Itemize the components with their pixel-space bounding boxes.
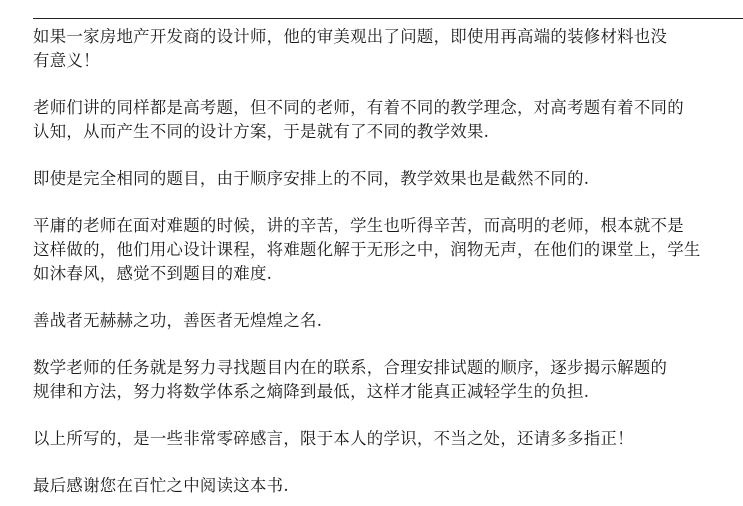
- page-body: [33, 25, 743, 498]
- paragraph: [33, 214, 743, 286]
- text-line: 平庸的老师在面对难题的时候，讲的辛苦，学生也听得辛苦，而高明的老师，根本就不是: [33, 216, 684, 235]
- text-line: 认知，从而产生不同的设计方案，于是就有了不同的教学效果.: [33, 122, 490, 141]
- text-line: 如果一家房地产开发商的设计师，他的审美观出了问题，即使用再高端的装修材料也没: [33, 27, 668, 46]
- paragraph: [33, 25, 743, 73]
- paragraph: [33, 309, 743, 333]
- text-line: 这样做的，他们用心设计课程，将难题化解于无形之中，润物无声，在他们的课堂上，学生: [33, 240, 701, 259]
- text-line: 最后感谢您在百忙之中阅读这本书.: [33, 476, 289, 495]
- text-line: 善战者无赫赫之功，善医者无煌煌之名.: [33, 311, 323, 330]
- paragraph: [33, 474, 743, 498]
- text-line: 有意义！: [33, 51, 100, 70]
- text-line: 数学老师的任务就是努力寻找题目内在的联系，合理安排试题的顺序，逐步揭示解题的: [33, 358, 668, 377]
- paragraph: [33, 96, 743, 144]
- top-rule: [33, 18, 743, 19]
- text-line: 以上所写的，是一些非常零碎感言，限于本人的学识，不当之处，还请多多指正！: [33, 429, 634, 448]
- text-line: 规律和方法，努力将数学体系之熵降到最低，这样才能真正减轻学生的负担.: [33, 382, 590, 401]
- paragraph: [33, 167, 743, 191]
- paragraph: [33, 356, 743, 404]
- text-line: 老师们讲的同样都是高考题，但不同的老师，有着不同的教学理念，对高考题有着不同的: [33, 98, 684, 117]
- text-line: 如沐春风，感觉不到题目的难度.: [33, 264, 273, 283]
- text-line: 即使是完全相同的题目，由于顺序安排上的不同，教学效果也是截然不同的.: [33, 169, 590, 188]
- paragraph: [33, 427, 743, 451]
